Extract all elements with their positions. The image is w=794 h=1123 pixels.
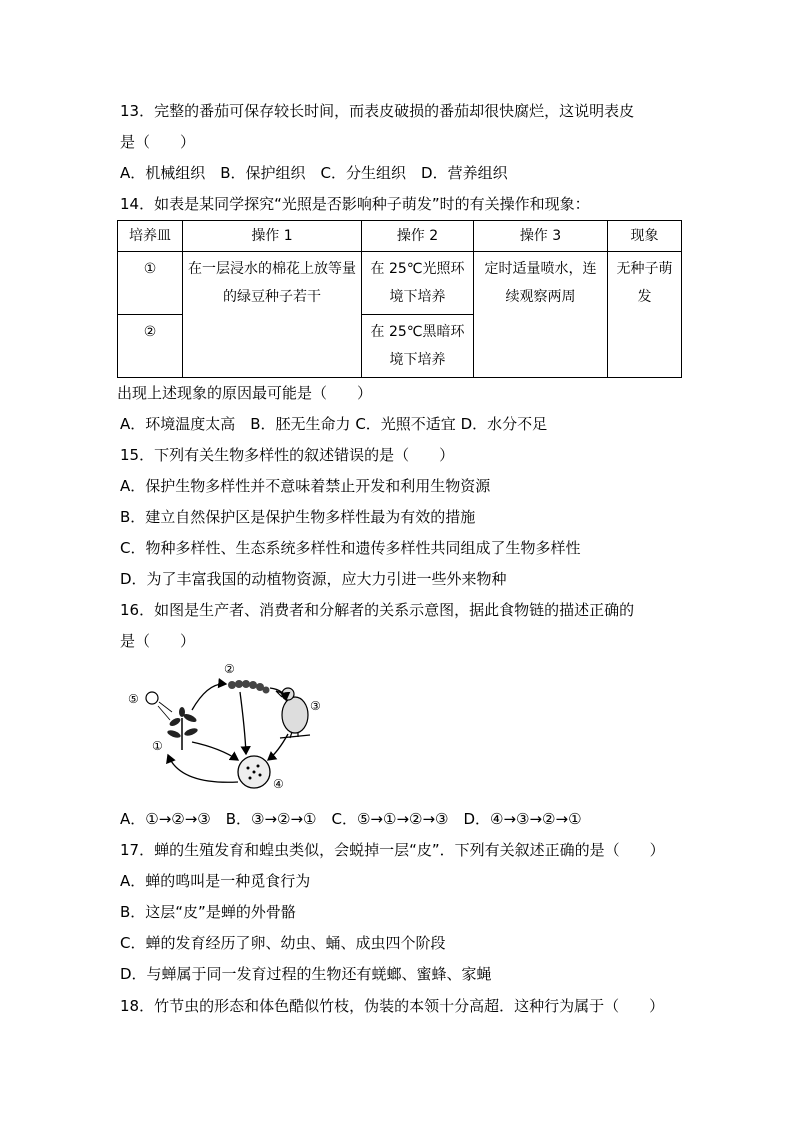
q14-stem: 14．如表是某同学探究“光照是否影响种子萌发”时的有关操作和现象：	[120, 195, 590, 213]
q16-stem-line2: 是（ ）	[120, 632, 196, 650]
q17-option-d: D．与蝉属于同一发育过程的生物还有蜣螂、蜜蜂、家蝇	[120, 965, 492, 983]
q14-experiment-table	[117, 220, 682, 378]
q13-stem-line2: 是（ ）	[120, 133, 196, 151]
q15-option-b: B．建立自然保护区是保护生物多样性最为有效的措施	[120, 508, 476, 526]
q13-options: A．机械组织 B．保护组织 C．分生组织 D．营养组织	[120, 164, 508, 182]
q15-option-a: A．保护生物多样性并不意味着禁止开发和利用生物资源	[120, 477, 491, 495]
q14-options: A．环境温度太高 B．胚无生命力 C．光照不适宜 D．水分不足	[120, 415, 548, 433]
q17-stem: 17．蝉的生殖发育和蝗虫类似，会蜕掉一层“皮”．下列有关叙述正确的是（ ）	[120, 841, 665, 859]
q13-stem-line1: 13．完整的番茄可保存较长时间，而表皮破损的番茄却很快腐烂，这说明表皮	[120, 102, 635, 120]
bird-icon	[276, 688, 310, 738]
table-header-op3: 操作 3	[474, 221, 608, 252]
diagram-label-5: ⑤	[128, 692, 139, 706]
sun-icon	[146, 692, 158, 704]
table-header-row	[118, 221, 682, 252]
diagram-label-1: ①	[152, 739, 163, 753]
q17-option-b: B．这层“皮”是蝉的外骨骼	[120, 903, 296, 921]
q16-options: A．①→②→③ B．③→②→① C．⑤→①→②→③ D．④→③→②→①	[120, 810, 582, 828]
plant-icon	[166, 707, 198, 750]
caterpillar-icon	[228, 680, 270, 694]
q15-option-d: D．为了丰富我国的动植物资源，应大力引进一些外来物种	[120, 570, 507, 588]
table-cell-phenomenon: 无种子萌发	[608, 252, 682, 378]
q17-option-a: A．蝉的鸣叫是一种觅食行为	[120, 872, 311, 890]
table-cell-dish2: ②	[118, 315, 183, 378]
q16-stem-line1: 16．如图是生产者、消费者和分解者的关系示意图，据此食物链的描述正确的	[120, 601, 635, 619]
food-chain-diagram	[120, 660, 325, 800]
diagram-label-4: ④	[273, 777, 284, 791]
table-header-dish: 培养皿	[118, 221, 183, 252]
q18-stem: 18．竹节虫的形态和体色酷似竹枝，伪装的本领十分高超．这种行为属于（ ）	[120, 997, 665, 1015]
diagram-label-3: ③	[310, 699, 321, 713]
q17-option-c: C．蝉的发育经历了卵、幼虫、蛹、成虫四个阶段	[120, 934, 446, 952]
table-cell-op2-light: 在 25℃光照环境下培养	[362, 252, 474, 315]
table-cell-dish1: ①	[118, 252, 183, 315]
table-cell-op1: 在一层浸水的棉花上放等量的绿豆种子若干	[183, 252, 362, 378]
table-header-op2: 操作 2	[362, 221, 474, 252]
table-header-phenomenon: 现象	[608, 221, 682, 252]
table-header-op1: 操作 1	[183, 221, 362, 252]
diagram-label-2: ②	[224, 662, 235, 676]
q15-option-c: C．物种多样性、生态系统多样性和遗传多样性共同组成了生物多样性	[120, 539, 581, 557]
q14-question: 出现上述现象的原因最可能是（ ）	[117, 384, 373, 402]
table-row	[118, 252, 682, 315]
table-cell-op3: 定时适量喷水，连续观察两周	[474, 252, 608, 378]
table-cell-op2-dark: 在 25℃黑暗环境下培养	[362, 315, 474, 378]
q15-stem: 15．下列有关生物多样性的叙述错误的是（ ）	[120, 446, 455, 464]
